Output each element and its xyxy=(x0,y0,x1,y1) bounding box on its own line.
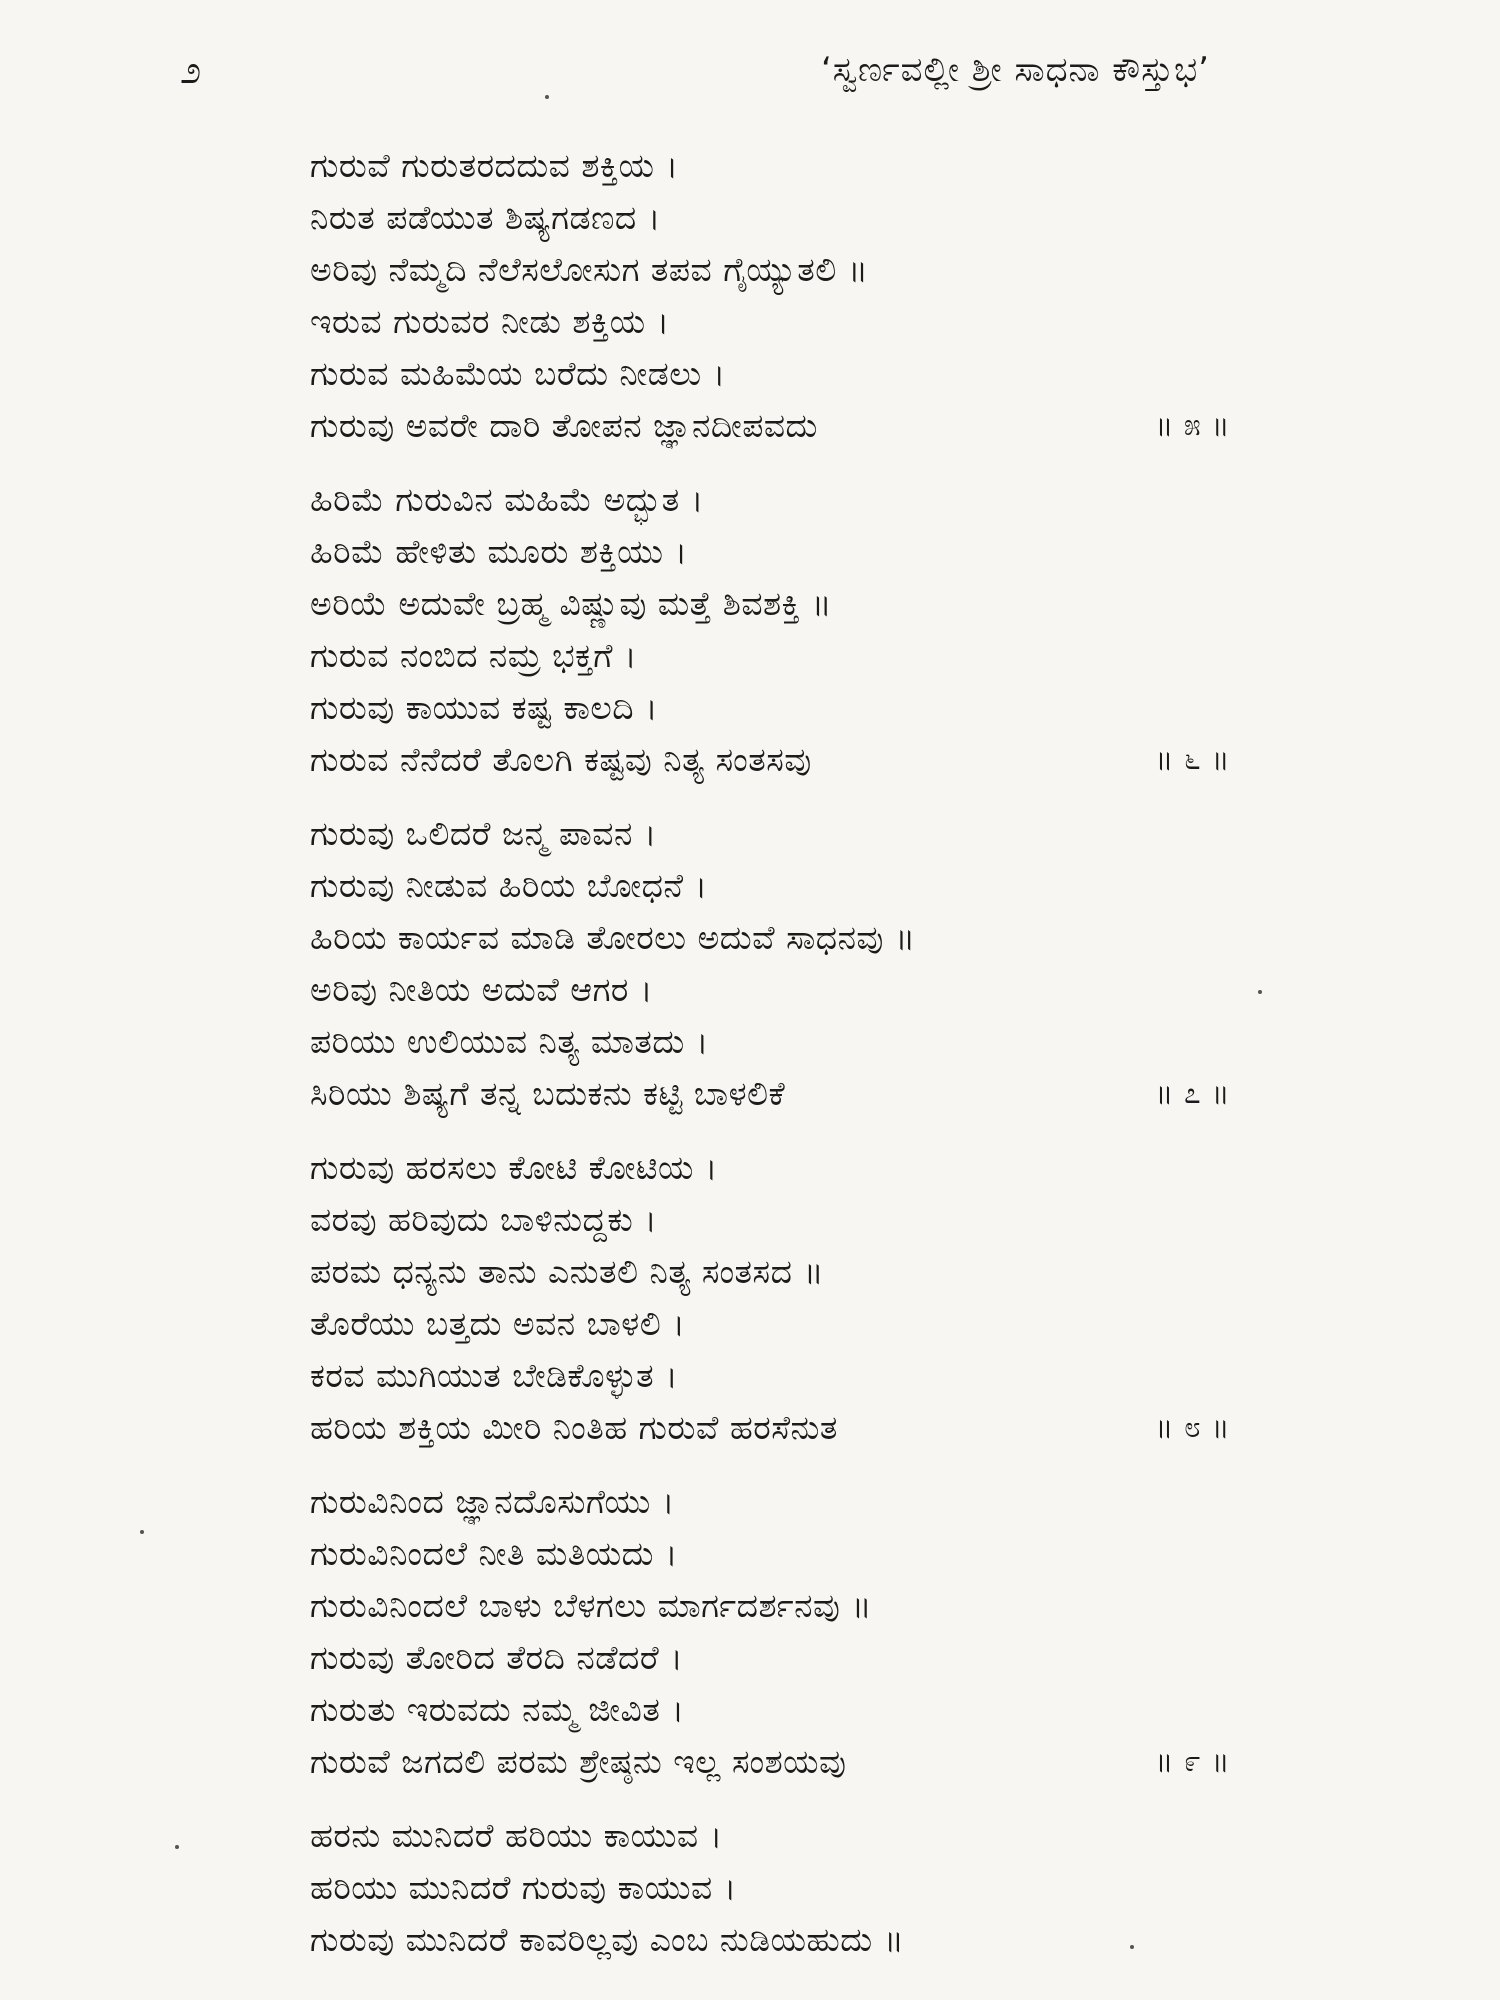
verse-line xyxy=(310,1142,1230,1194)
verse-line xyxy=(310,526,1230,578)
verse-line xyxy=(310,1580,1230,1632)
verse-line-text: ಗುರುವಿನಿಂದಲೆ ನೀತಿ ಮತಿಯದು । xyxy=(310,1534,678,1573)
verse-line-text: ಅರಿವು ನೀತಿಯ ಅದುವೆ ಆಗರ । xyxy=(310,970,653,1009)
page-number: ೨ xyxy=(180,48,202,92)
verse-line-text: ಗುರುವಿನಿಂದ ಜ್ಞಾನದೊಸುಗೆಯು । xyxy=(310,1482,675,1521)
verse-line-text: ಕರವ ಮುಗಿಯುತ ಬೇಡಿಕೊಳ್ಳುತ । xyxy=(310,1356,679,1395)
verse-line xyxy=(310,1016,1230,1068)
stanza xyxy=(310,1476,1230,1788)
verse-line xyxy=(310,1736,1230,1788)
verse-line-text: ನಿರುತ ಪಡೆಯುತ ಶಿಷ್ಯಗಡಣದ । xyxy=(310,198,661,237)
verse-line-text: ತೊರೆಯು ಬತ್ತದು ಅವನ ಬಾಳಲಿ । xyxy=(310,1304,686,1343)
verse-line xyxy=(310,1914,1230,1966)
stanza xyxy=(310,808,1230,1120)
scan-speck xyxy=(545,95,549,99)
verse-number: ॥ ೮ ॥ xyxy=(1155,1410,1230,1445)
verse-line xyxy=(310,630,1230,682)
verse-line-text: ಗುರುವಿನಿಂದಲೆ ಬಾಳು ಬೆಳಗಲು ಮಾರ್ಗದರ್ಶನವು ॥ xyxy=(310,1586,872,1625)
verse-line-text: ಗುರುವು ಅವರೇ ದಾರಿ ತೋಪನ ಜ್ಞಾನದೀಪವದು xyxy=(310,406,818,445)
scan-speck xyxy=(1130,1945,1134,1949)
verse-line-text: ಇರುವ ಗುರುವರ ನೀಡು ಶಕ್ತಿಯ । xyxy=(310,302,670,341)
verse-line-text: ಗುರುವ ನಂಬಿದ ನಮ್ರ ಭಕ್ತಗೆ । xyxy=(310,636,637,675)
verse-line-text: ಗುರುವು ತೋರಿದ ತೆರದಿ ನಡೆದರೆ । xyxy=(310,1638,684,1677)
verse-line-text: ಗುರುವ ಮಹಿಮೆಯ ಬರೆದು ನೀಡಲು । xyxy=(310,354,726,393)
stanza xyxy=(310,1810,1230,1966)
verse-line-text: ಗುರುವು ಹರಸಲು ಕೋಟಿ ಕೋಟಿಯ । xyxy=(310,1148,718,1187)
stanza xyxy=(310,140,1230,452)
verse-number: ॥ ೭ ॥ xyxy=(1155,1076,1230,1111)
verse-line-text: ಹಿರಿಯ ಕಾರ್ಯವ ಮಾಡಿ ತೋರಲು ಅದುವೆ ಸಾಧನವು ॥ xyxy=(310,918,916,957)
verse-line xyxy=(310,1528,1230,1580)
verse-line xyxy=(310,192,1230,244)
scan-speck xyxy=(1258,990,1262,994)
verse-line xyxy=(310,1684,1230,1736)
verse-line xyxy=(310,734,1230,786)
verse-line-text: ಪರಮ ಧನ್ಯನು ತಾನು ಎನುತಲಿ ನಿತ್ಯ ಸಂತಸದ ॥ xyxy=(310,1252,825,1291)
verse-line xyxy=(310,1862,1230,1914)
verse-line-text: ವರವು ಹರಿವುದು ಬಾಳಿನುದ್ದಕು । xyxy=(310,1200,658,1239)
stanza xyxy=(310,474,1230,786)
verse-line-text: ಗುರುವ ನೆನೆದರೆ ತೊಲಗಿ ಕಷ್ಟವು ನಿತ್ಯ ಸಂತಸವು xyxy=(310,740,812,779)
verse-line-text: ಹರಿಯು ಮುನಿದರೆ ಗುರುವು ಕಾಯುವ । xyxy=(310,1868,737,1907)
verse-line xyxy=(310,1402,1230,1454)
verse-line xyxy=(310,296,1230,348)
verse-line-text: ಹಿರಿಮೆ ಗುರುವಿನ ಮಹಿಮೆ ಅದ್ಭುತ । xyxy=(310,480,704,519)
verse-line-text: ಹಿರಿಮೆ ಹೇಳಿತು ಮೂರು ಶಕ್ತಿಯು । xyxy=(310,532,688,571)
verse-line xyxy=(310,244,1230,296)
verse-line xyxy=(310,1194,1230,1246)
verse-line-text: ಹರಿಯ ಶಕ್ತಿಯ ಮೀರಿ ನಿಂತಿಹ ಗುರುವೆ ಹರಸೆನುತ xyxy=(310,1408,838,1447)
verse-line xyxy=(310,1298,1230,1350)
verse-line xyxy=(310,682,1230,734)
verse-line-text: ಗುರುವೆ ಗುರುತರದದುವ ಶಕ್ತಿಯ । xyxy=(310,146,679,185)
verse-line-text: ಪರಿಯು ಉಲಿಯುವ ನಿತ್ಯ ಮಾತದು । xyxy=(310,1022,709,1061)
verse-line xyxy=(310,808,1230,860)
verse-line xyxy=(310,964,1230,1016)
verse-number: ॥ ೬ ॥ xyxy=(1155,742,1230,777)
verse-line-text: ಗುರುವು ಒಲಿದರೆ ಜನ್ಮ ಪಾವನ । xyxy=(310,814,657,853)
verse-line-text: ಅರಿಯೆ ಅದುವೇ ಬ್ರಹ್ಮ ವಿಷ್ಣುವು ಮತ್ತೆ ಶಿವಶಕ್ತಿ ॥ xyxy=(310,584,832,623)
scan-speck xyxy=(140,1530,144,1534)
verse-line xyxy=(310,1350,1230,1402)
page-header xyxy=(0,40,1500,110)
verse-line xyxy=(310,1810,1230,1862)
verse-line-text: ಗುರುವು ಮುನಿದರೆ ಕಾವರಿಲ್ಲವು ಎಂಬ ನುಡಿಯಹುದು ॥ xyxy=(310,1920,905,1959)
stanza xyxy=(310,1142,1230,1454)
verse-line xyxy=(310,860,1230,912)
verse-line-text: ಗುರುತು ಇರುವದು ನಮ್ಮ ಜೀವಿತ । xyxy=(310,1690,685,1729)
verse-line xyxy=(310,1068,1230,1120)
verse-line xyxy=(310,1632,1230,1684)
verse-line xyxy=(310,1246,1230,1298)
verse-line xyxy=(310,1476,1230,1528)
verse-line-text: ಗುರುವೆ ಜಗದಲಿ ಪರಮ ಶ್ರೇಷ್ಠನು ಇಲ್ಲ ಸಂಶಯವು xyxy=(310,1742,847,1781)
verse-line xyxy=(310,140,1230,192)
verse-line xyxy=(310,578,1230,630)
verse-line-text: ಗುರುವು ನೀಡುವ ಹಿರಿಯ ಬೋಧನೆ । xyxy=(310,866,708,905)
verse-line xyxy=(310,400,1230,452)
verse-line xyxy=(310,912,1230,964)
verse-number: ॥ ೫ ॥ xyxy=(1155,408,1230,443)
verse-line-text: ಹರನು ಮುನಿದರೆ ಹರಿಯು ಕಾಯುವ । xyxy=(310,1816,723,1855)
scan-speck xyxy=(175,1845,179,1849)
verse-line-text: ಸಿರಿಯು ಶಿಷ್ಯಗೆ ತನ್ನ ಬದುಕನು ಕಟ್ಟಿ ಬಾಳಲಿಕೆ xyxy=(310,1074,786,1113)
verse-body xyxy=(310,140,1230,1988)
verse-line-text: ಅರಿವು ನೆಮ್ಮದಿ ನೆಲೆಸಲೋಸುಗ ತಪವ ಗೈಯ್ಯುತಲಿ ॥ xyxy=(310,250,869,289)
verse-line xyxy=(310,348,1230,400)
running-title: ‘ಸ್ವರ್ಣವಲ್ಲೀ ಶ್ರೀ ಸಾಧನಾ ಕೌಸ್ತುಭ’ xyxy=(821,50,1210,90)
verse-number: ॥ ೯ ॥ xyxy=(1155,1744,1230,1779)
verse-line-text: ಗುರುವು ಕಾಯುವ ಕಷ್ಟ ಕಾಲದಿ । xyxy=(310,688,659,727)
verse-line xyxy=(310,474,1230,526)
